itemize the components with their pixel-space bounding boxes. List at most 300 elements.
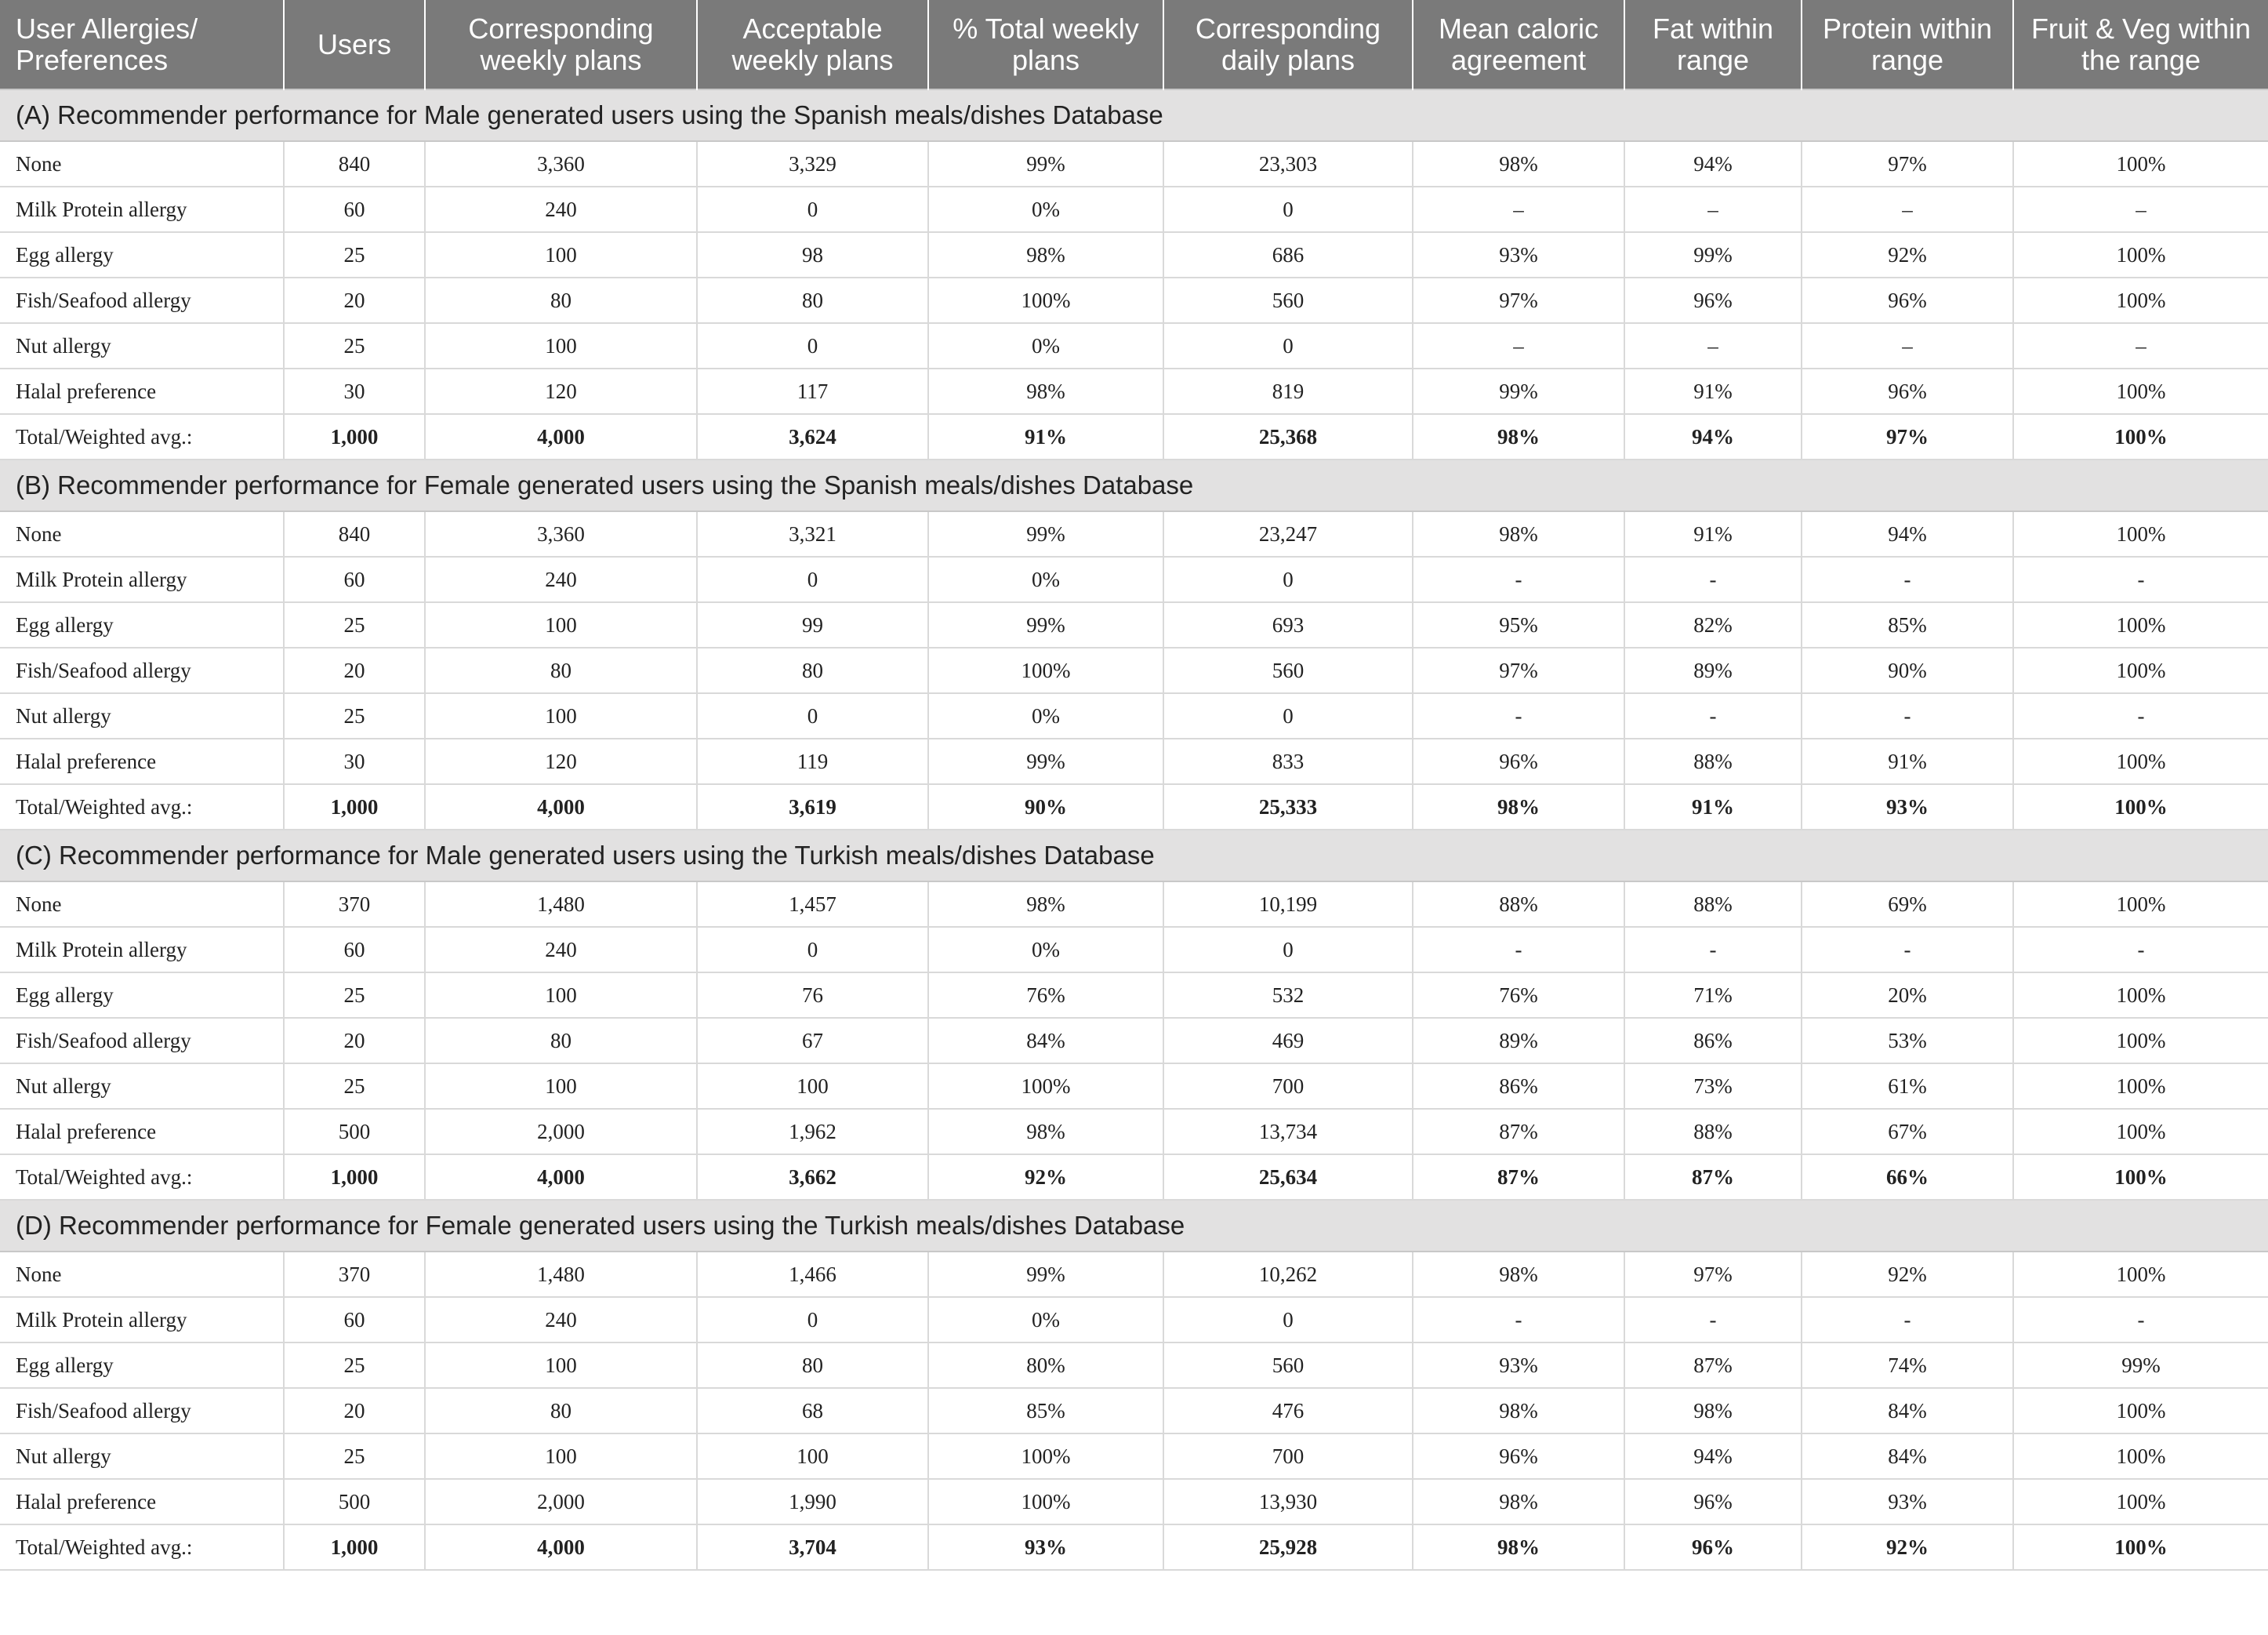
table-cell: 20 xyxy=(284,648,425,693)
table-cell: 97% xyxy=(1413,648,1624,693)
table-cell: – xyxy=(1413,187,1624,232)
table-cell: 74% xyxy=(1802,1343,2013,1388)
table-cell: 30 xyxy=(284,369,425,414)
table-cell: 100% xyxy=(2013,1524,2268,1570)
table-cell: – xyxy=(1802,187,2013,232)
table-cell: 88% xyxy=(1624,881,1802,927)
table-cell: 2,000 xyxy=(425,1109,697,1154)
row-label: Egg allergy xyxy=(0,1343,284,1388)
table-cell: 13,734 xyxy=(1163,1109,1413,1154)
table-row xyxy=(0,648,2268,693)
table-cell: 1,457 xyxy=(697,881,928,927)
table-row xyxy=(0,141,2268,187)
table-cell: 86% xyxy=(1413,1063,1624,1109)
table-cell: 80 xyxy=(425,278,697,323)
row-label: Nut allergy xyxy=(0,1063,284,1109)
table-cell: 97% xyxy=(1624,1252,1802,1297)
row-label: Milk Protein allergy xyxy=(0,1297,284,1343)
table-cell: - xyxy=(1624,1297,1802,1343)
table-cell: 1,480 xyxy=(425,881,697,927)
table-cell: 819 xyxy=(1163,369,1413,414)
table-cell: 100% xyxy=(2013,1479,2268,1524)
table-cell: 0% xyxy=(928,1297,1163,1343)
table-cell: 25,634 xyxy=(1163,1154,1413,1200)
table-cell: 4,000 xyxy=(425,414,697,460)
table-row xyxy=(0,1297,2268,1343)
table-cell: 92% xyxy=(1802,232,2013,278)
table-cell: 97% xyxy=(1802,141,2013,187)
table-cell: 1,000 xyxy=(284,414,425,460)
table-cell: 61% xyxy=(1802,1063,2013,1109)
table-cell: - xyxy=(2013,927,2268,972)
table-cell: 99% xyxy=(2013,1343,2268,1388)
row-label: Nut allergy xyxy=(0,323,284,369)
table-row xyxy=(0,1433,2268,1479)
header-cell: User Allergies/ Preferences xyxy=(0,0,284,89)
table-cell: 100% xyxy=(2013,972,2268,1018)
table-cell: 88% xyxy=(1624,739,1802,784)
table-cell: 67% xyxy=(1802,1109,2013,1154)
table-cell: 13,930 xyxy=(1163,1479,1413,1524)
header-cell: Corresponding daily plans xyxy=(1163,0,1413,89)
table-cell: - xyxy=(1624,693,1802,739)
table-cell: 98% xyxy=(1413,141,1624,187)
table-cell: 100% xyxy=(2013,602,2268,648)
table-cell: 98% xyxy=(1413,414,1624,460)
row-label: Total/Weighted avg.: xyxy=(0,784,284,830)
table-cell: 66% xyxy=(1802,1154,2013,1200)
total-row xyxy=(0,1154,2268,1200)
table-cell: 3,321 xyxy=(697,511,928,557)
table-cell: 25 xyxy=(284,323,425,369)
table-cell: 100% xyxy=(2013,648,2268,693)
table-cell: 0% xyxy=(928,187,1163,232)
table-cell: 0 xyxy=(1163,323,1413,369)
table-cell: 0 xyxy=(1163,1297,1413,1343)
table-cell: 94% xyxy=(1624,141,1802,187)
row-label: Halal preference xyxy=(0,739,284,784)
table-cell: 85% xyxy=(928,1388,1163,1433)
table-cell: 98% xyxy=(1413,1479,1624,1524)
table-row xyxy=(0,1063,2268,1109)
row-label: Milk Protein allergy xyxy=(0,187,284,232)
table-row xyxy=(0,1018,2268,1063)
table-cell: 100% xyxy=(2013,881,2268,927)
table-cell: 87% xyxy=(1413,1154,1624,1200)
table-cell: 100 xyxy=(425,1433,697,1479)
table-cell: 96% xyxy=(1624,278,1802,323)
table-row xyxy=(0,1252,2268,1297)
table-cell: 80% xyxy=(928,1343,1163,1388)
table-cell: 96% xyxy=(1802,278,2013,323)
table-cell: 87% xyxy=(1624,1154,1802,1200)
table-cell: 97% xyxy=(1802,414,2013,460)
table-cell: 0% xyxy=(928,927,1163,972)
table-cell: 3,329 xyxy=(697,141,928,187)
table-cell: 71% xyxy=(1624,972,1802,1018)
table-cell: 100 xyxy=(425,232,697,278)
table-cell: 25 xyxy=(284,972,425,1018)
table-cell: 93% xyxy=(1802,784,2013,830)
table-cell: 88% xyxy=(1624,1109,1802,1154)
table-cell: 93% xyxy=(928,1524,1163,1570)
table-cell: 80 xyxy=(697,648,928,693)
row-label: Total/Weighted avg.: xyxy=(0,1524,284,1570)
table-cell: 3,619 xyxy=(697,784,928,830)
table-cell: 240 xyxy=(425,927,697,972)
table-cell: 0 xyxy=(697,323,928,369)
table-cell: 99% xyxy=(928,739,1163,784)
table-cell: - xyxy=(1413,693,1624,739)
table-cell: 1,466 xyxy=(697,1252,928,1297)
table-cell: 500 xyxy=(284,1479,425,1524)
table-cell: 3,360 xyxy=(425,141,697,187)
table-cell: 100% xyxy=(2013,1018,2268,1063)
table-cell: 60 xyxy=(284,927,425,972)
table-cell: 60 xyxy=(284,557,425,602)
table-cell: 100% xyxy=(928,1063,1163,1109)
table-cell: 99% xyxy=(1624,232,1802,278)
row-label: Halal preference xyxy=(0,369,284,414)
table-cell: 1,480 xyxy=(425,1252,697,1297)
table-cell: 23,303 xyxy=(1163,141,1413,187)
table-row xyxy=(0,369,2268,414)
table-cell: 89% xyxy=(1413,1018,1624,1063)
table-cell: 119 xyxy=(697,739,928,784)
table-cell: 100% xyxy=(2013,369,2268,414)
table-cell: 94% xyxy=(1624,414,1802,460)
row-label: Total/Weighted avg.: xyxy=(0,1154,284,1200)
table-cell: 4,000 xyxy=(425,1524,697,1570)
table-cell: 120 xyxy=(425,369,697,414)
table-cell: 100% xyxy=(2013,1388,2268,1433)
table-cell: 25,333 xyxy=(1163,784,1413,830)
table-cell: 3,624 xyxy=(697,414,928,460)
table-cell: 0 xyxy=(1163,927,1413,972)
table-cell: – xyxy=(1413,323,1624,369)
table-cell: 80 xyxy=(697,278,928,323)
table-cell: 84% xyxy=(1802,1388,2013,1433)
table-cell: 60 xyxy=(284,187,425,232)
table-cell: 10,262 xyxy=(1163,1252,1413,1297)
table-cell: 25 xyxy=(284,693,425,739)
table-row xyxy=(0,881,2268,927)
table-cell: 80 xyxy=(425,1018,697,1063)
table-cell: - xyxy=(1413,1297,1624,1343)
table-cell: - xyxy=(2013,1297,2268,1343)
table-cell: 100% xyxy=(2013,278,2268,323)
row-label: Halal preference xyxy=(0,1109,284,1154)
table-cell: 92% xyxy=(1802,1524,2013,1570)
table-cell: - xyxy=(1413,557,1624,602)
table-cell: 100% xyxy=(2013,1433,2268,1479)
table-cell: 100 xyxy=(425,972,697,1018)
table-cell: 469 xyxy=(1163,1018,1413,1063)
table-cell: 98% xyxy=(1413,784,1624,830)
table-cell: – xyxy=(2013,323,2268,369)
table-cell: 93% xyxy=(1413,1343,1624,1388)
table-cell: 94% xyxy=(1802,511,2013,557)
table-cell: 0 xyxy=(1163,557,1413,602)
table-cell: 560 xyxy=(1163,278,1413,323)
table-cell: 99% xyxy=(928,602,1163,648)
table-cell: 1,000 xyxy=(284,1154,425,1200)
table-cell: 88% xyxy=(1413,881,1624,927)
table-cell: 80 xyxy=(425,1388,697,1433)
table-row xyxy=(0,511,2268,557)
table-row xyxy=(0,1479,2268,1524)
table-cell: 25 xyxy=(284,1433,425,1479)
table-row xyxy=(0,323,2268,369)
table-cell: 91% xyxy=(1624,369,1802,414)
table-cell: 100% xyxy=(2013,1252,2268,1297)
table-cell: 84% xyxy=(1802,1433,2013,1479)
row-label: None xyxy=(0,881,284,927)
row-label: Halal preference xyxy=(0,1479,284,1524)
table-cell: 560 xyxy=(1163,1343,1413,1388)
header-cell: Mean caloric agreement xyxy=(1413,0,1624,89)
total-row xyxy=(0,784,2268,830)
table-cell: 100 xyxy=(425,1063,697,1109)
row-label: None xyxy=(0,141,284,187)
table-row xyxy=(0,602,2268,648)
table-row xyxy=(0,557,2268,602)
table-cell: 370 xyxy=(284,1252,425,1297)
header-cell: Users xyxy=(284,0,425,89)
total-row xyxy=(0,1524,2268,1570)
table-cell: 98% xyxy=(928,1109,1163,1154)
table-cell: 100 xyxy=(697,1063,928,1109)
table-row xyxy=(0,1109,2268,1154)
table-cell: 840 xyxy=(284,141,425,187)
table-cell: 89% xyxy=(1624,648,1802,693)
table-cell: 0 xyxy=(1163,693,1413,739)
table-cell: 25 xyxy=(284,232,425,278)
table-cell: - xyxy=(1802,557,2013,602)
table-cell: - xyxy=(1624,927,1802,972)
table-cell: 100% xyxy=(2013,784,2268,830)
table-cell: 0 xyxy=(697,1297,928,1343)
table-cell: - xyxy=(1802,1297,2013,1343)
table-row xyxy=(0,1343,2268,1388)
table-cell: 1,000 xyxy=(284,784,425,830)
table-cell: 82% xyxy=(1624,602,1802,648)
table-cell: 686 xyxy=(1163,232,1413,278)
table-cell: 0 xyxy=(1163,187,1413,232)
table-cell: 98% xyxy=(1413,1252,1624,1297)
table-cell: 98 xyxy=(697,232,928,278)
table-cell: 693 xyxy=(1163,602,1413,648)
row-label: Milk Protein allergy xyxy=(0,927,284,972)
table-cell: - xyxy=(2013,557,2268,602)
table-cell: 370 xyxy=(284,881,425,927)
table-cell: 833 xyxy=(1163,739,1413,784)
table-cell: 96% xyxy=(1624,1479,1802,1524)
table-cell: - xyxy=(1802,693,2013,739)
table-cell: 90% xyxy=(1802,648,2013,693)
section-header-row xyxy=(0,1200,2268,1252)
table-cell: 90% xyxy=(928,784,1163,830)
row-label: Egg allergy xyxy=(0,602,284,648)
table-row xyxy=(0,739,2268,784)
table-cell: - xyxy=(1624,557,1802,602)
table-cell: 80 xyxy=(697,1343,928,1388)
table-row xyxy=(0,1388,2268,1433)
table-cell: 100 xyxy=(425,693,697,739)
table-cell: 20 xyxy=(284,1388,425,1433)
table-cell: 100% xyxy=(2013,1063,2268,1109)
table-cell: 100% xyxy=(2013,141,2268,187)
table-cell: 87% xyxy=(1413,1109,1624,1154)
section-header-row xyxy=(0,460,2268,511)
table-cell: 98% xyxy=(928,369,1163,414)
table-cell: 92% xyxy=(928,1154,1163,1200)
table-cell: 100 xyxy=(697,1433,928,1479)
row-label: Egg allergy xyxy=(0,972,284,1018)
row-label: Fish/Seafood allergy xyxy=(0,1388,284,1433)
row-label: Nut allergy xyxy=(0,693,284,739)
header-row xyxy=(0,0,2268,89)
table-cell: 69% xyxy=(1802,881,2013,927)
total-row xyxy=(0,414,2268,460)
table-row xyxy=(0,972,2268,1018)
table-cell: 98% xyxy=(1624,1388,1802,1433)
header-cell: Protein within range xyxy=(1802,0,2013,89)
table-cell: 0% xyxy=(928,323,1163,369)
table-cell: 0% xyxy=(928,693,1163,739)
table-cell: 76% xyxy=(928,972,1163,1018)
table-cell: 85% xyxy=(1802,602,2013,648)
table-cell: 20% xyxy=(1802,972,2013,1018)
header-cell: Fat within range xyxy=(1624,0,1802,89)
row-label: Fish/Seafood allergy xyxy=(0,648,284,693)
table-cell: 99% xyxy=(928,1252,1163,1297)
table-cell: 0 xyxy=(697,927,928,972)
table-cell: 80 xyxy=(425,648,697,693)
section-title: (D) Recommender performance for Female generated users using the Turkish meals/dishes Database xyxy=(0,1200,2268,1252)
table-cell: – xyxy=(1624,187,1802,232)
table-cell: 67 xyxy=(697,1018,928,1063)
table-cell: 560 xyxy=(1163,648,1413,693)
table-cell: 100% xyxy=(2013,739,2268,784)
table-cell: 91% xyxy=(1802,739,2013,784)
table-cell: 1,962 xyxy=(697,1109,928,1154)
table-cell: 100% xyxy=(2013,1154,2268,1200)
table-cell: 4,000 xyxy=(425,1154,697,1200)
table-cell: 96% xyxy=(1413,739,1624,784)
row-label: None xyxy=(0,511,284,557)
table-cell: 98% xyxy=(1413,1524,1624,1570)
table-cell: 10,199 xyxy=(1163,881,1413,927)
table-cell: 99% xyxy=(928,511,1163,557)
table-cell: 98% xyxy=(928,881,1163,927)
table-cell: 96% xyxy=(1413,1433,1624,1479)
table-cell: 86% xyxy=(1624,1018,1802,1063)
table-cell: 92% xyxy=(1802,1252,2013,1297)
row-label: Fish/Seafood allergy xyxy=(0,278,284,323)
table-row xyxy=(0,278,2268,323)
section-header-row xyxy=(0,830,2268,881)
table-cell: 0 xyxy=(697,693,928,739)
table-cell: 100% xyxy=(928,1433,1163,1479)
table-cell: 53% xyxy=(1802,1018,2013,1063)
table-cell: 100% xyxy=(928,1479,1163,1524)
table-cell: 100 xyxy=(425,1343,697,1388)
table-cell: 120 xyxy=(425,739,697,784)
table-cell: 60 xyxy=(284,1297,425,1343)
table-row xyxy=(0,187,2268,232)
row-label: None xyxy=(0,1252,284,1297)
table-row xyxy=(0,693,2268,739)
table-cell: 20 xyxy=(284,278,425,323)
table-cell: – xyxy=(1802,323,2013,369)
table-cell: 68 xyxy=(697,1388,928,1433)
table-cell: 3,360 xyxy=(425,511,697,557)
table-cell: 700 xyxy=(1163,1433,1413,1479)
table-cell: 100% xyxy=(2013,511,2268,557)
table-cell: – xyxy=(1624,323,1802,369)
table-cell: 100% xyxy=(928,278,1163,323)
table-cell: 100% xyxy=(2013,414,2268,460)
table-cell: 25 xyxy=(284,602,425,648)
table-cell: 99% xyxy=(928,141,1163,187)
table-cell: 3,704 xyxy=(697,1524,928,1570)
header-cell: Acceptable weekly plans xyxy=(697,0,928,89)
table-cell: 98% xyxy=(1413,1388,1624,1433)
table-cell: 240 xyxy=(425,1297,697,1343)
row-label: Nut allergy xyxy=(0,1433,284,1479)
table-cell: 98% xyxy=(1413,511,1624,557)
table-cell: 700 xyxy=(1163,1063,1413,1109)
table-cell: 30 xyxy=(284,739,425,784)
table-cell: 0 xyxy=(697,557,928,602)
table-cell: 91% xyxy=(1624,784,1802,830)
table-cell: 0 xyxy=(697,187,928,232)
table-cell: 100% xyxy=(928,648,1163,693)
table-cell: 1,000 xyxy=(284,1524,425,1570)
section-title: (B) Recommender performance for Female generated users using the Spanish meals/dishes Database xyxy=(0,460,2268,511)
table-cell: 0% xyxy=(928,557,1163,602)
table-cell: 91% xyxy=(1624,511,1802,557)
table-cell: 25,368 xyxy=(1163,414,1413,460)
table-cell: 99 xyxy=(697,602,928,648)
table-cell: 2,000 xyxy=(425,1479,697,1524)
table-cell: 100% xyxy=(2013,1109,2268,1154)
table-cell: 20 xyxy=(284,1018,425,1063)
table-cell: 100 xyxy=(425,602,697,648)
table-cell: 76 xyxy=(697,972,928,1018)
table-body xyxy=(0,89,2268,1570)
table-cell: 96% xyxy=(1802,369,2013,414)
section-title: (C) Recommender performance for Male generated users using the Turkish meals/dishes Database xyxy=(0,830,2268,881)
table-cell: 25 xyxy=(284,1063,425,1109)
table-cell: 4,000 xyxy=(425,784,697,830)
table-row xyxy=(0,232,2268,278)
table-cell: 98% xyxy=(928,232,1163,278)
table-row xyxy=(0,927,2268,972)
table-cell: 25,928 xyxy=(1163,1524,1413,1570)
table-cell: 99% xyxy=(1413,369,1624,414)
table-cell: 95% xyxy=(1413,602,1624,648)
row-label: Total/Weighted avg.: xyxy=(0,414,284,460)
row-label: Fish/Seafood allergy xyxy=(0,1018,284,1063)
table-cell: 87% xyxy=(1624,1343,1802,1388)
table-cell: 23,247 xyxy=(1163,511,1413,557)
table-cell: 100 xyxy=(425,323,697,369)
table-cell: - xyxy=(1413,927,1624,972)
table-cell: 73% xyxy=(1624,1063,1802,1109)
header-cell: % Total weekly plans xyxy=(928,0,1163,89)
